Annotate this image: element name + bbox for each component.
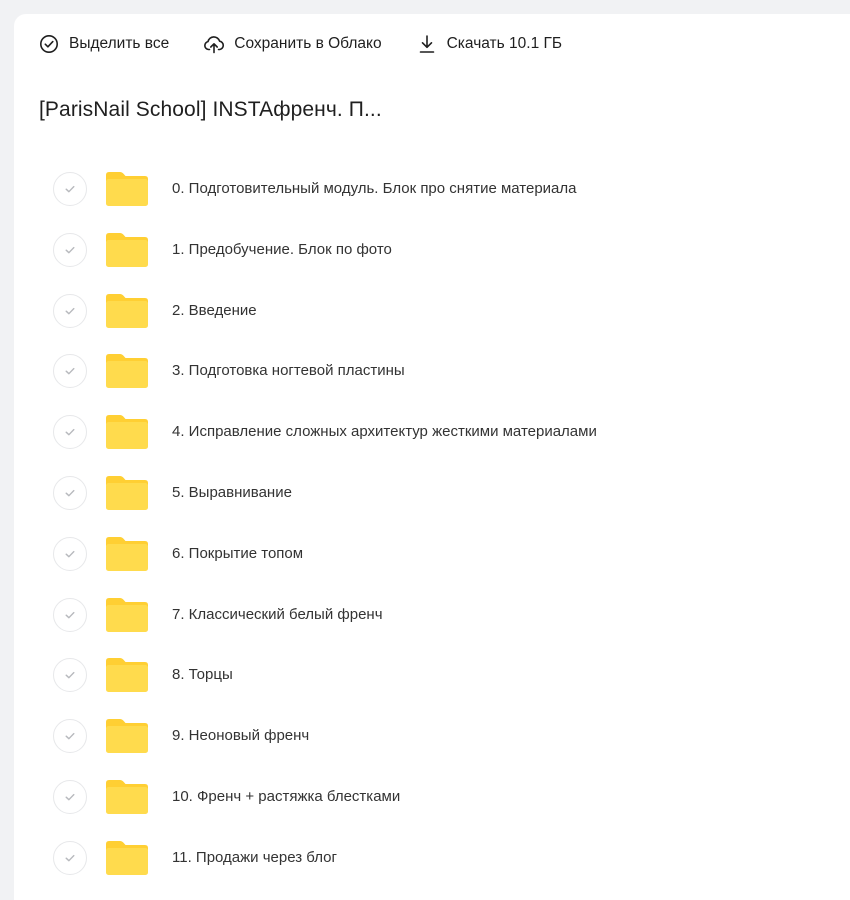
select-checkbox[interactable] xyxy=(53,537,87,571)
checkmark-icon xyxy=(63,851,77,865)
checkmark-icon xyxy=(63,364,77,378)
folder-icon xyxy=(105,171,149,207)
folder-icon xyxy=(105,779,149,815)
folder-icon xyxy=(105,414,149,450)
select-checkbox[interactable] xyxy=(53,780,87,814)
item-label: 2. Введение xyxy=(172,301,257,319)
list-item[interactable] xyxy=(14,768,850,828)
list-item[interactable] xyxy=(14,282,850,342)
folder-icon xyxy=(105,353,149,389)
item-label: 0. Подготовительный модуль. Блок про снятие материала xyxy=(172,180,577,197)
checkmark-icon xyxy=(63,304,77,318)
save-to-cloud-button[interactable] xyxy=(203,32,381,56)
folder-icon xyxy=(105,840,149,876)
item-label: 7. Классический белый френч xyxy=(172,605,383,623)
item-label: 5. Выравнивание xyxy=(172,484,292,501)
download-label: Скачать 10.1 ГБ xyxy=(446,35,563,52)
checkmark-icon xyxy=(63,608,77,622)
download-icon xyxy=(416,33,438,55)
select-checkbox[interactable] xyxy=(53,719,87,753)
select-checkbox[interactable] xyxy=(53,172,87,206)
select-checkbox[interactable] xyxy=(53,354,87,388)
file-panel xyxy=(14,14,850,900)
select-checkbox[interactable] xyxy=(53,841,87,875)
checkmark-icon xyxy=(63,547,77,561)
checkmark-icon xyxy=(63,729,77,743)
folder-icon xyxy=(105,293,149,329)
list-item[interactable] xyxy=(14,160,850,220)
check-circle-icon xyxy=(38,33,60,55)
select-checkbox[interactable] xyxy=(53,415,87,449)
toolbar xyxy=(38,32,596,56)
select-checkbox[interactable] xyxy=(53,598,87,632)
select-checkbox[interactable] xyxy=(53,294,87,328)
select-checkbox[interactable] xyxy=(53,233,87,267)
checkmark-icon xyxy=(63,790,77,804)
list-item[interactable] xyxy=(14,221,850,281)
download-button[interactable] xyxy=(416,32,562,56)
folder-icon xyxy=(105,597,149,633)
select-all-button[interactable] xyxy=(38,32,169,56)
item-label: 6. Покрытие топом xyxy=(172,544,304,562)
list-item[interactable] xyxy=(14,829,850,889)
list-item[interactable] xyxy=(14,586,850,646)
item-label: 3. Подготовка ногтевой пластины xyxy=(172,362,405,380)
folder-icon xyxy=(105,718,149,754)
select-all-label: Выделить все xyxy=(69,35,170,52)
list-item[interactable] xyxy=(14,464,850,524)
item-label: 9. Неоновый френч xyxy=(172,727,310,745)
checkmark-icon xyxy=(63,486,77,500)
list-item[interactable] xyxy=(14,646,850,706)
list-item[interactable] xyxy=(14,707,850,767)
item-label: 1. Предобучение. Блок по фото xyxy=(172,240,392,258)
select-checkbox[interactable] xyxy=(53,476,87,510)
item-label: 4. Исправление сложных архитектур жесткими материалами xyxy=(172,423,597,441)
checkmark-icon xyxy=(63,243,77,257)
item-label: 8. Торцы xyxy=(172,666,233,684)
item-label: 10. Френч + растяжка блестками xyxy=(172,788,401,805)
list-item[interactable] xyxy=(14,342,850,402)
checkmark-icon xyxy=(63,668,77,682)
page-title: [ParisNail School] INSTAфренч. П... xyxy=(39,98,382,121)
select-checkbox[interactable] xyxy=(53,658,87,692)
folder-icon xyxy=(105,657,149,693)
checkmark-icon xyxy=(63,182,77,196)
save-to-cloud-label: Сохранить в Облако xyxy=(234,35,382,52)
folder-icon xyxy=(105,232,149,268)
list-item[interactable] xyxy=(14,525,850,585)
list-item[interactable] xyxy=(14,403,850,463)
checkmark-icon xyxy=(63,425,77,439)
folder-icon xyxy=(105,536,149,572)
item-label: 11. Продажи через блог xyxy=(172,848,337,866)
folder-icon xyxy=(105,475,149,511)
cloud-upload-icon xyxy=(203,33,225,55)
